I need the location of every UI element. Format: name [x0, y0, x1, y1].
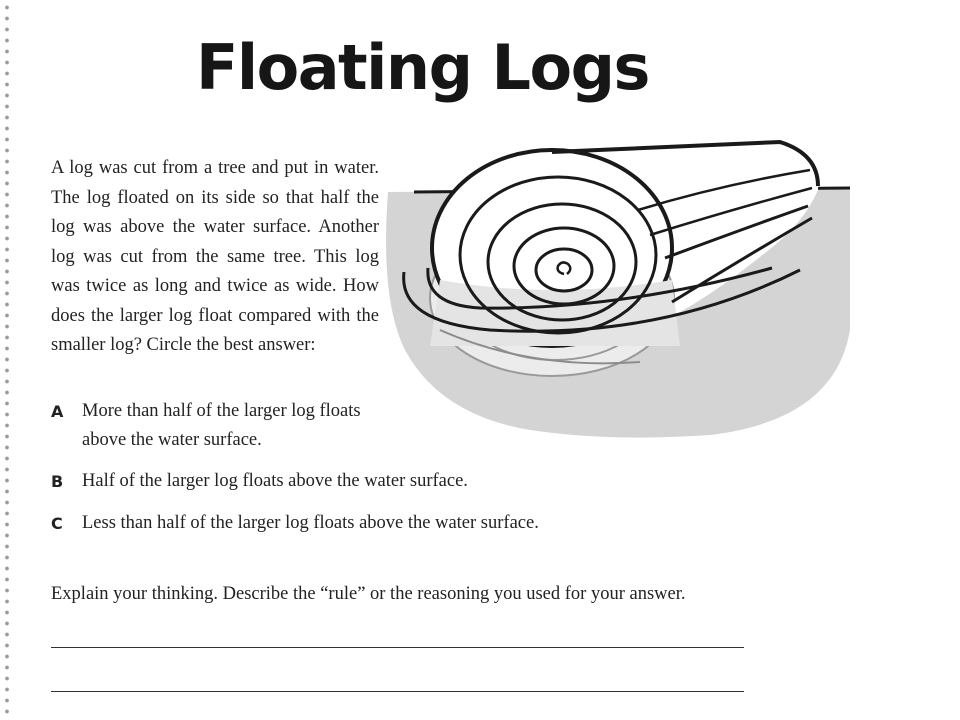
answer-line-2[interactable] — [51, 691, 744, 692]
question-text: A log was cut from a tree and put in water. The log floated on its side so that half the log was above the water surface. Another log was cut from the same tree. This log was twice as long and twice as wide. How does the larger log float compared with the smaller log? Circle the best answer: — [51, 158, 379, 355]
answer-choice-c[interactable] — [51, 509, 671, 538]
answer-choice-a[interactable] — [51, 397, 381, 455]
explain-prompt: Explain your thinking. Describe the “rule” or the reasoning you used for your answer. — [51, 584, 686, 604]
choice-c-text: Less than half of the larger log floats above the water surface. — [82, 513, 539, 533]
answer-line-1[interactable] — [51, 647, 744, 648]
choice-c-letter: C — [51, 514, 63, 533]
page-title: Floating Logs — [196, 31, 649, 104]
floating-log-illustration-icon — [380, 130, 860, 450]
choice-b-letter: B — [51, 472, 64, 491]
binder-punch-holes — [0, 0, 12, 720]
choice-b-text: Half of the larger log floats above the water surface. — [82, 471, 468, 491]
choice-a-text: More than half of the larger log floats above the water surface. — [82, 401, 361, 450]
answer-choice-b[interactable] — [51, 467, 651, 496]
choice-a-letter: A — [51, 402, 64, 421]
